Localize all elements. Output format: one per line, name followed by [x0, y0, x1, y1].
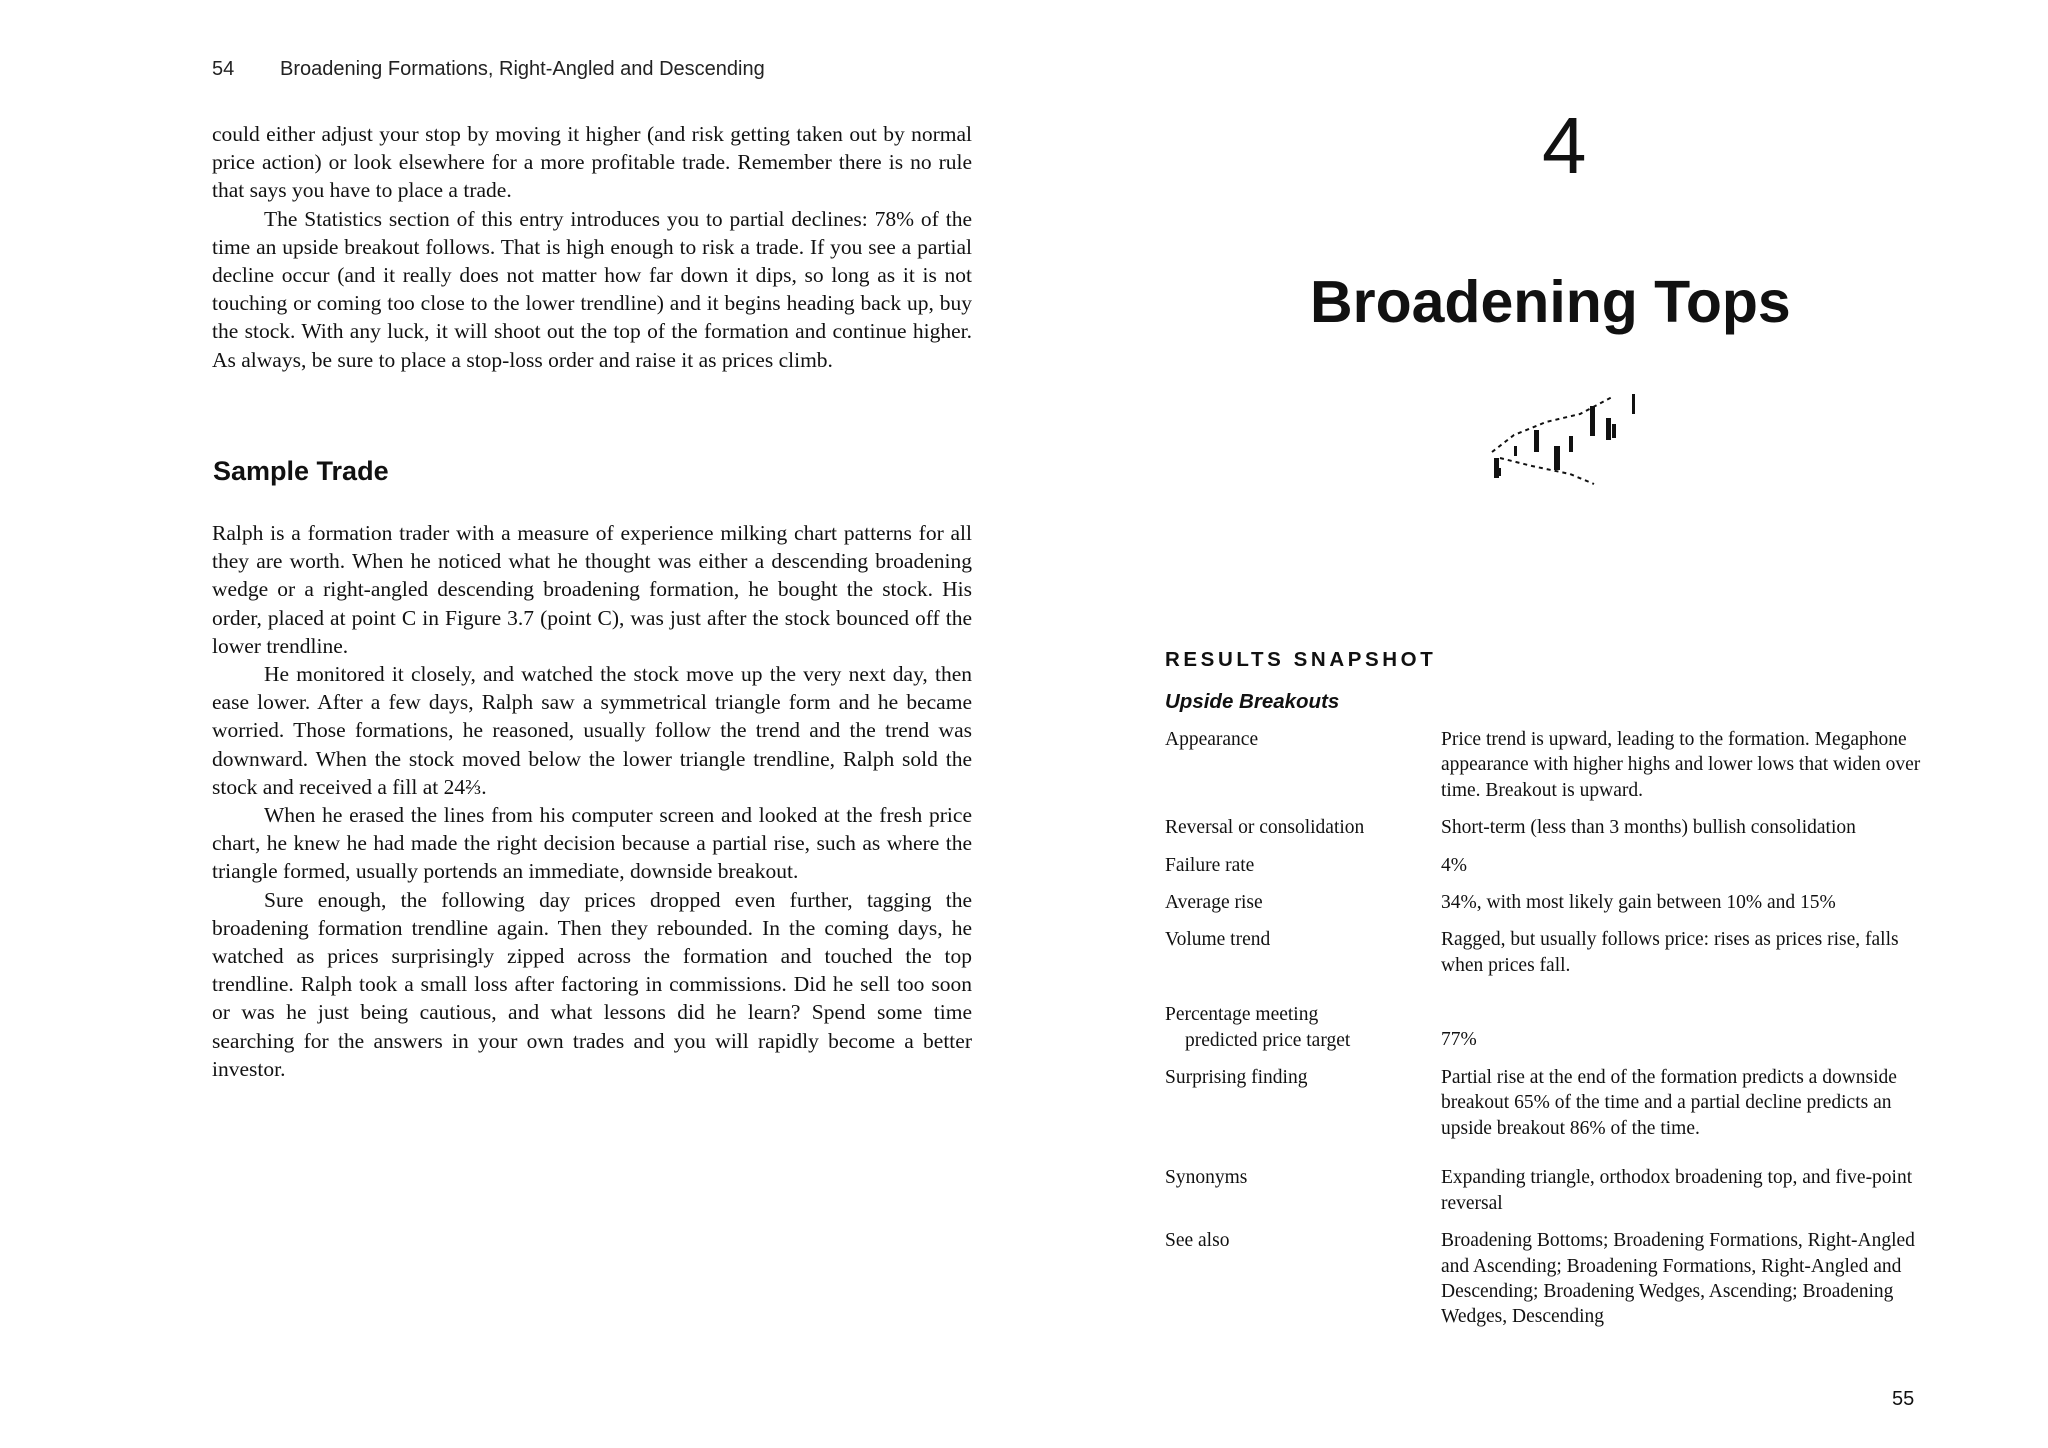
results-snapshot-heading: RESULTS SNAPSHOT: [1165, 648, 1437, 671]
results-snapshot-table: [1165, 727, 1945, 1342]
chapter-title: Broadening Tops: [1310, 269, 1791, 335]
row-label: Reversal or consolidation: [1165, 817, 1365, 839]
row-label-line: Percentage meeting: [1165, 1004, 1319, 1026]
section-heading: Sample Trade: [213, 456, 389, 486]
row-label: Average rise: [1165, 892, 1263, 914]
table-row: [1165, 815, 1945, 840]
table-row: [1165, 853, 1945, 878]
row-label: Appearance: [1165, 729, 1259, 750]
paragraph: He monitored it closely, and watched the stock move up the very next day, then ease lower. After a few days, Ralph saw a symmetrical triangle form and he became worried. Those formations, he reasoned, usually follow the trend and the trend was downward. When the stock moved below the lower triangle trendline, Ralph sold the stock and received a fill at 24⅔.: [212, 662, 972, 799]
table-row: [1165, 727, 1945, 803]
row-value: 77%: [1441, 1029, 1477, 1051]
row-label: See also: [1165, 1230, 1230, 1252]
paragraph: When he erased the lines from his computer screen and looked at the fresh price chart, he knew he had made the right decision because a partial rise, such as where the triangle formed, usually portends an immediate, downside breakout.: [212, 803, 972, 884]
table-row: [1165, 890, 1945, 915]
price-bars: [1494, 394, 1635, 478]
table-row: [1165, 1065, 1945, 1141]
page-number: 55: [1892, 1388, 1915, 1410]
paragraph: The Statistics section of this entry introduces you to partial declines: 78% of the time an upside breakout follows. That is high enough to risk a trade. If you see a partial decline occur (and it really does not matter how far down it dips, so long as it is not touching or coming too close to the lower trendline) and it begins heading back up, buy the stock. With any luck, it will shoot out the top of the formation and continue higher. As always, be sure to place a stop-loss order and raise it as prices climb.: [212, 206, 972, 372]
row-label: Surprising finding: [1165, 1067, 1308, 1089]
paragraph: could either adjust your stop by moving it higher (and risk getting taken out by normal price action) or look elsewhere for a more profitable trade. Remember there is no rule that says you have to place a trade.: [212, 122, 972, 203]
row-value: 34%, with most likely gain between 10% and 15%: [1441, 892, 1836, 914]
row-label: Synonyms: [1165, 1167, 1248, 1189]
row-value: Short-term (less than 3 months) bullish consolidation: [1441, 817, 1856, 839]
table-row: [1165, 1165, 1945, 1216]
sample-trade-text: [212, 519, 972, 1083]
right-page: [1024, 0, 2048, 1448]
trendlines: [1492, 396, 1614, 484]
intro-text: [212, 120, 972, 374]
row-label: [1165, 1002, 1441, 1053]
page-number: 54: [212, 58, 235, 80]
broadening-top-chart-icon: [1454, 380, 1664, 500]
row-label: Volume trend: [1165, 929, 1271, 951]
row-value: Broadening Bottoms; Broadening Formations, Right-Angled and Ascending; Broadening Formations, Right-Angled and Descending; Broadening Wedges, Ascending; Broadening Wedges, Descending: [1441, 1230, 1915, 1328]
row-value: Ragged, but usually follows price: rises as prices rise, falls when prices fall.: [1441, 929, 1899, 976]
row-label-line: predicted price target: [1185, 1029, 1351, 1051]
row-value: Price trend is upward, leading to the formation. Megaphone appearance with higher highs and lower lows that widen over time. Breakout is upward.: [1441, 729, 1921, 801]
running-head: [212, 58, 765, 81]
paragraph: Ralph is a formation trader with a measure of experience milking chart patterns for all they are worth. When he noticed what he thought was either a descending broadening wedge or a right-angled descending broadening formation, he bought the stock. His order, placed at point C in Figure 3.7 (point C), was just after the stock bounced off the lower trendline.: [212, 521, 972, 658]
table-row: [1165, 1002, 1945, 1053]
chapter-number: 4: [1542, 101, 1587, 190]
paragraph: Sure enough, the following day prices dropped even further, tagging the broadening formation trendline again. Then they rebounded. In the coming days, he watched as prices surprisingly zipped across the formation and touched the top trendline. Ralph took a small loss after factoring in commissions. Did he sell too soon or was he just being cautious, and what lessons did he learn? Spend some time searching for the answers in your own trades and you will rapidly become a better investor.: [212, 887, 972, 1081]
row-value: 4%: [1441, 854, 1467, 876]
row-value: Expanding triangle, orthodox broadening top, and five-point reversal: [1441, 1167, 1913, 1214]
table-row: [1165, 927, 1945, 978]
running-head-title: Broadening Formations, Right-Angled and Descending: [280, 58, 765, 80]
table-row: [1165, 1228, 1945, 1330]
row-value: Partial rise at the end of the formation predicts a downside breakout 65% of the time and a partial decline predicts an upside breakout 86% of the time.: [1441, 1067, 1897, 1139]
results-snapshot-subheading: Upside Breakouts: [1165, 690, 1340, 713]
row-label: Failure rate: [1165, 854, 1255, 876]
